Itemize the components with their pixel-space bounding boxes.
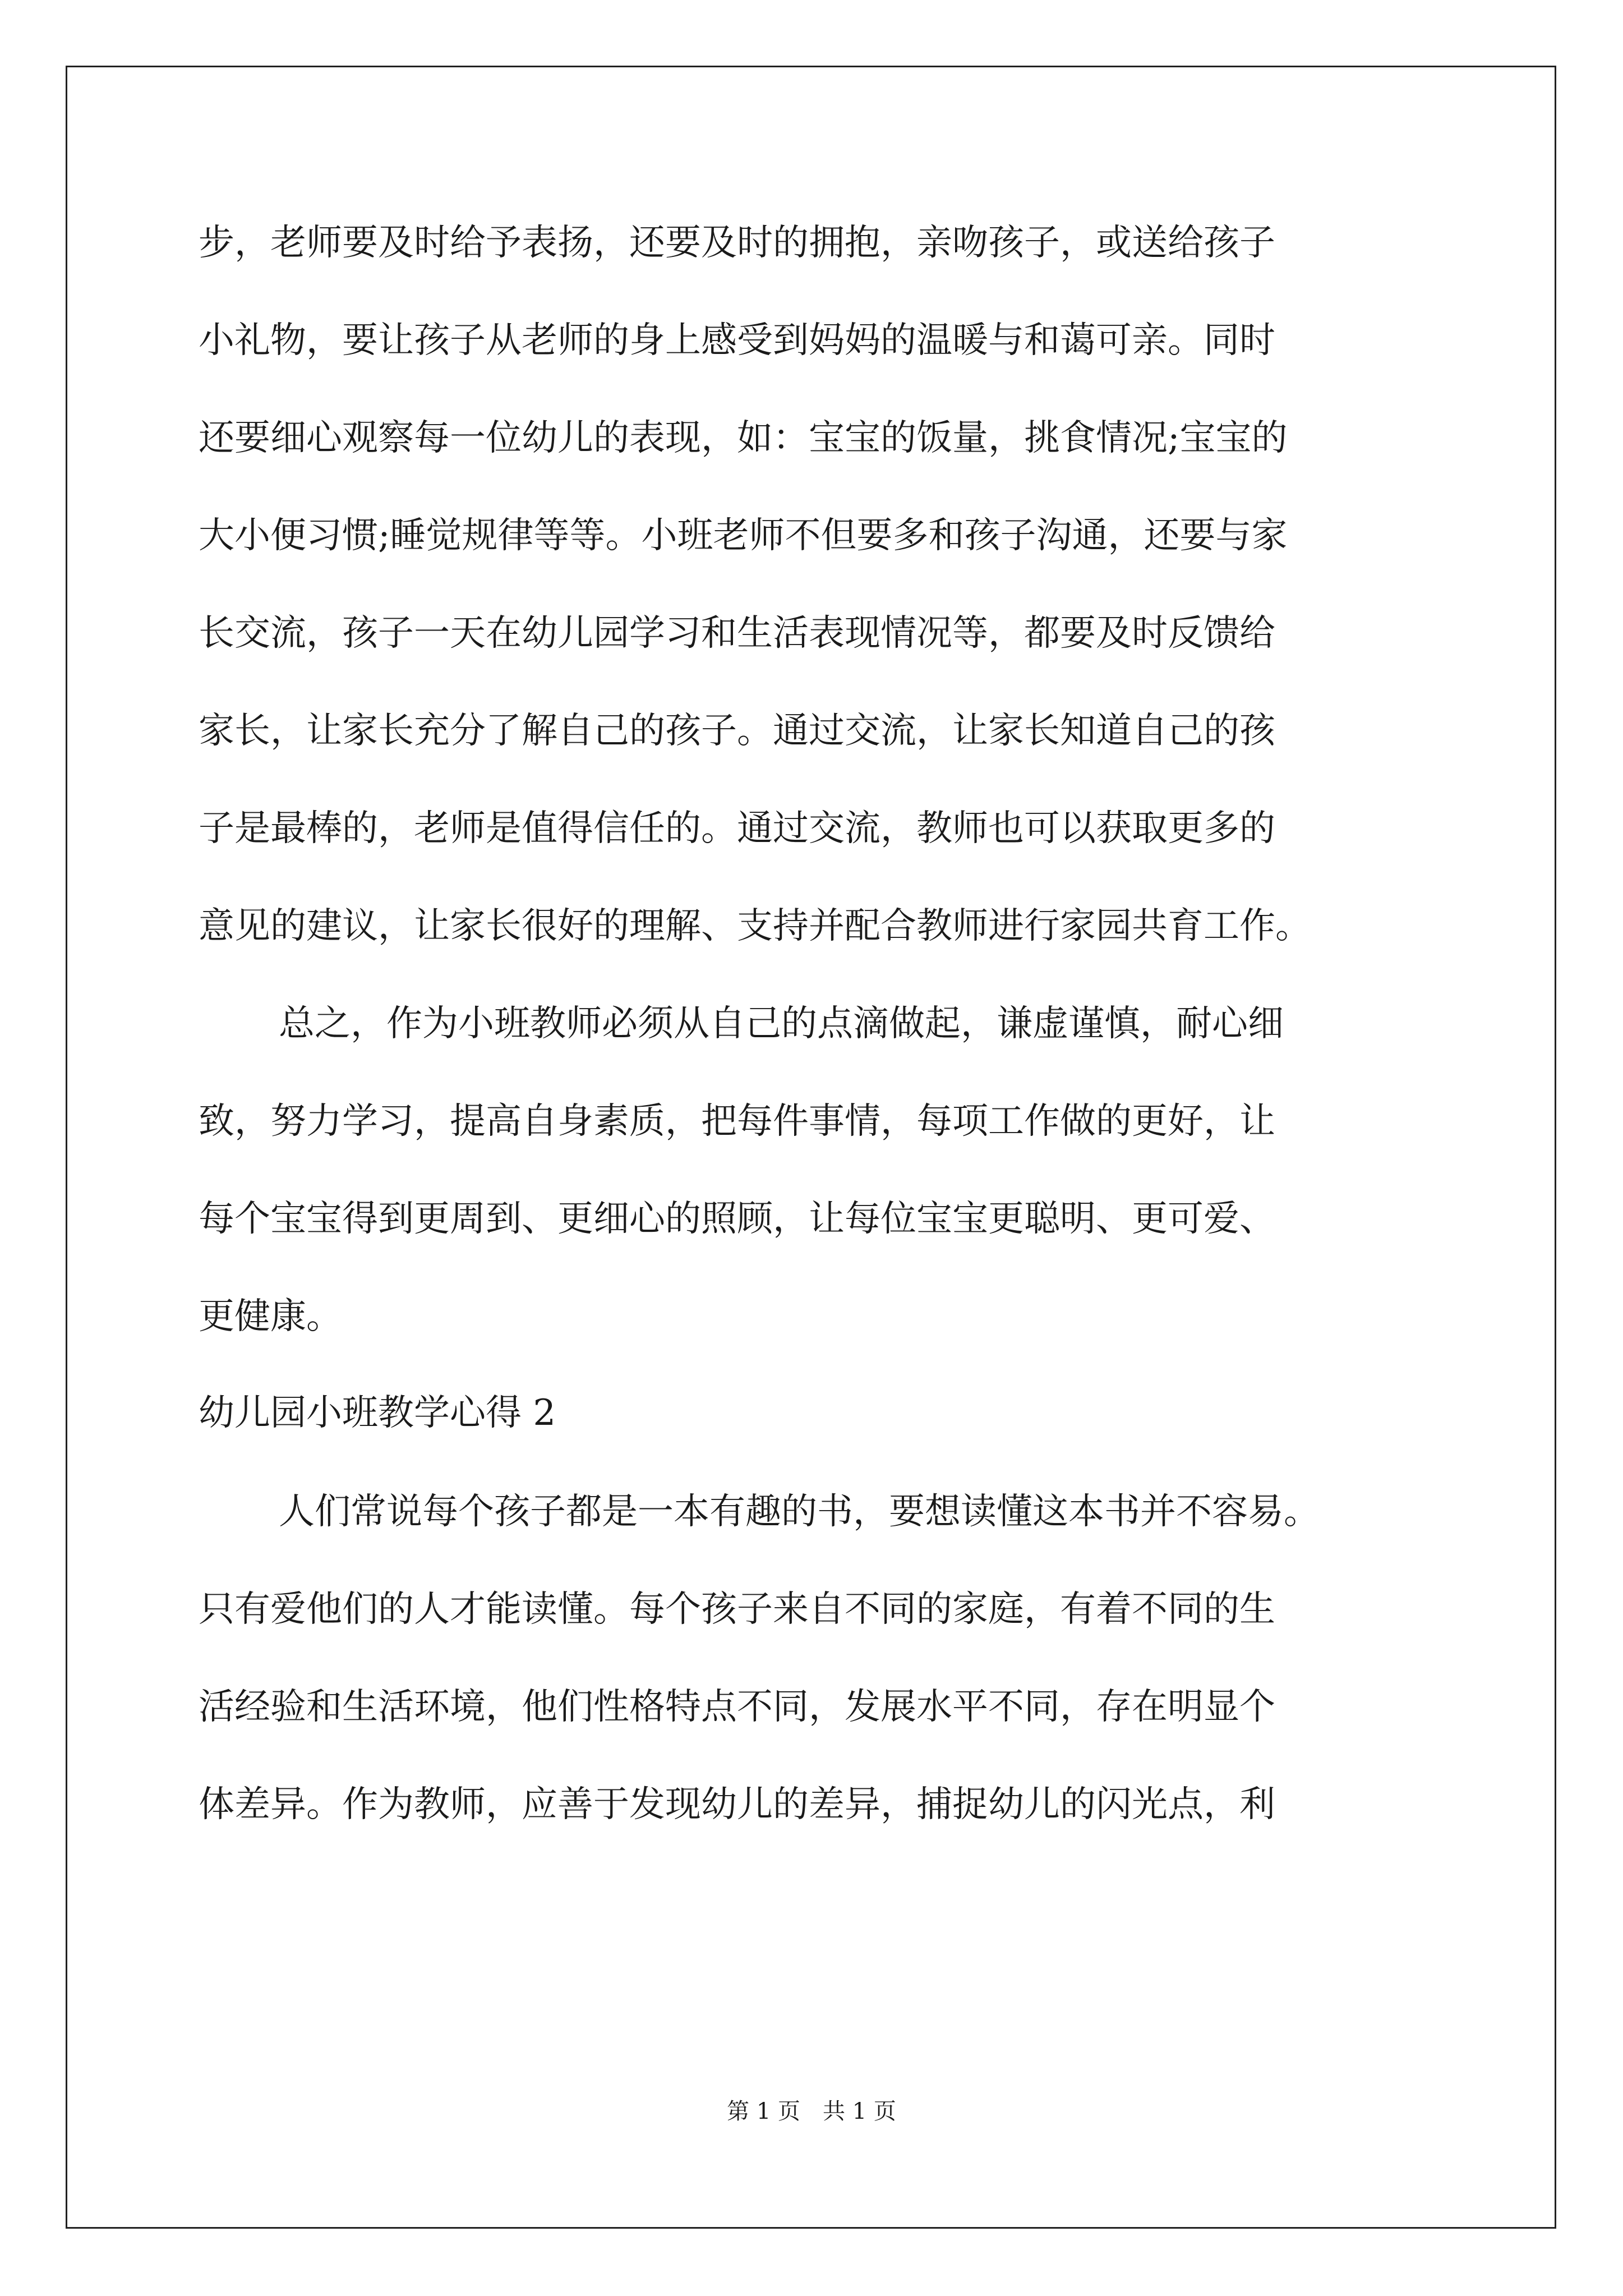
- body-text-line: 人们常说每个孩子都是一本有趣的书，要想读懂这本书并不容易。: [279, 1491, 1320, 1533]
- body-text-line: 长交流，孩子一天在幼儿园学习和生活表现情况等，都要及时反馈给: [199, 613, 1275, 654]
- page-border: [66, 66, 1556, 2229]
- body-text-line: 家长，让家长充分了解自己的孩子。通过交流，让家长知道自己的孩: [199, 710, 1275, 752]
- section-heading: 幼儿园小班教学心得 2: [199, 1392, 556, 1434]
- body-text-line: 还要细心观察每一位幼儿的表现，如：宝宝的饭量，挑食情况;宝宝的: [199, 417, 1288, 459]
- body-text-line: 意见的建议，让家长很好的理解、支持并配合教师进行家园共育工作。: [199, 905, 1311, 947]
- body-text-line: 更健康。: [199, 1296, 342, 1337]
- body-text-line: 体差异。作为教师，应善于发现幼儿的差异，捕捉幼儿的闪光点，利: [199, 1784, 1275, 1825]
- body-text-line: 致，努力学习，提高自身素质，把每件事情，每项工作做的更好，让: [199, 1101, 1275, 1142]
- body-text-line: 小礼物，要让孩子从老师的身上感受到妈妈的温暖与和蔼可亲。同时: [199, 320, 1275, 361]
- body-text-line: 大小便习惯;睡觉规律等等。小班老师不但要多和孩子沟通，还要与家: [199, 515, 1288, 556]
- body-text-line: 子是最棒的，老师是值得信任的。通过交流，教师也可以获取更多的: [199, 808, 1275, 849]
- body-text-line: 只有爱他们的人才能读懂。每个孩子来自不同的家庭，有着不同的生: [199, 1589, 1275, 1630]
- body-text-line: 每个宝宝得到更周到、更细心的照顾，让每位宝宝更聪明、更可爱、: [199, 1198, 1275, 1240]
- body-text-line: 活经验和生活环境，他们性格特点不同，发展水平不同，存在明显个: [199, 1686, 1275, 1728]
- body-text-line: 步，老师要及时给予表扬，还要及时的拥抱，亲吻孩子，或送给孩子: [199, 222, 1275, 264]
- body-text-line: 总之，作为小班教师必须从自己的点滴做起，谦虚谨慎，耐心细: [279, 1003, 1284, 1045]
- page-number-footer: 第 1 页 共 1 页: [727, 2099, 896, 2124]
